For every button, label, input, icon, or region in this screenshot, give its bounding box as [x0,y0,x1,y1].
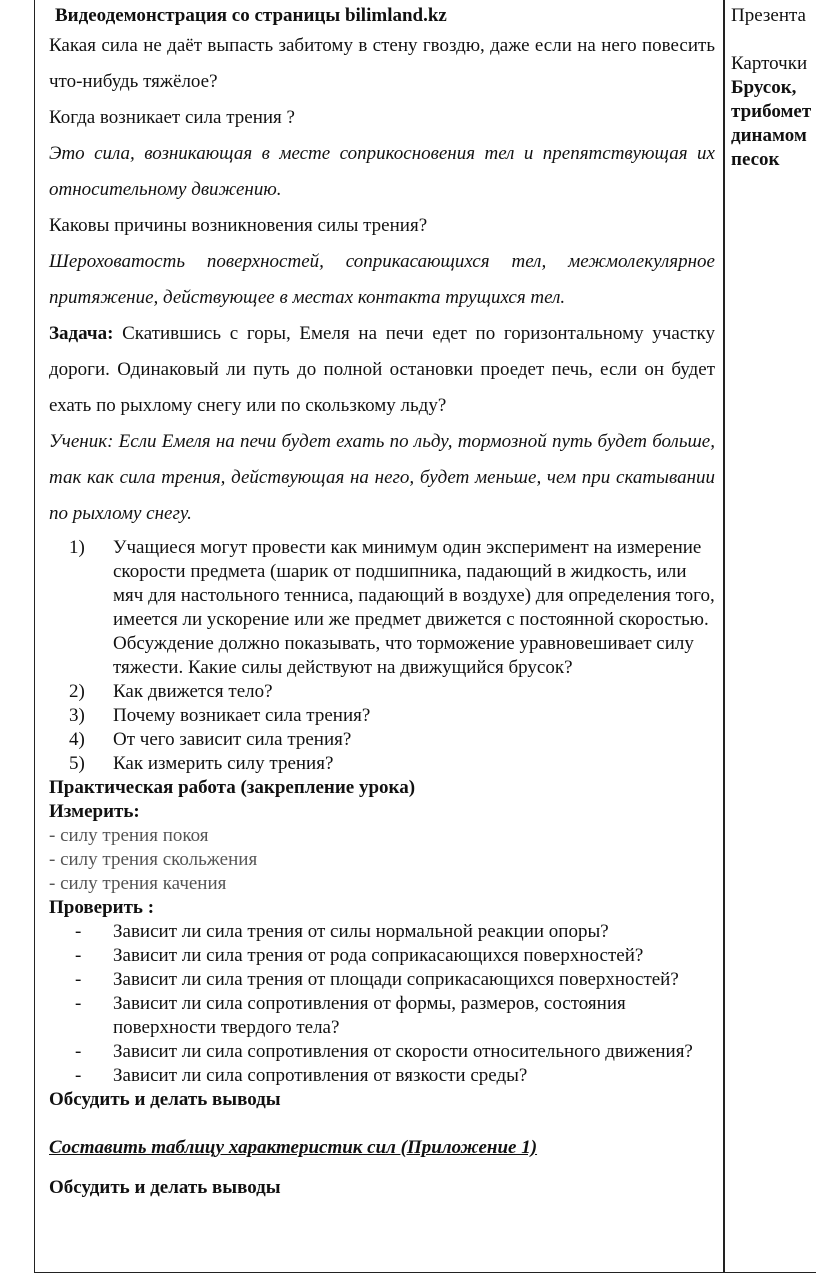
task-label: Задача: [49,323,114,344]
discuss-2: Обсудить и делать выводы [49,1177,281,1198]
check-list [49,920,715,1088]
measure-item: - силу трения качения [49,873,227,894]
task-paragraph [49,316,715,424]
measure-item: - силу трения скольжения [49,849,258,870]
measure-item: - силу трения покоя [49,825,209,846]
list-item: - Зависит ли сила сопротивления от формы, размеров, состояния поверхности твердого тела? [75,993,626,1038]
list-item: 1) Учащиеся могут провести как минимум один эксперимент на измерение скорости предмета (шарик от подшипника, падающий в жидкость, или мяч для настольного тенниса, падающий в воздухе) для определения того, имеется ли ускорение или же предмет движется с постоянной скоростью. Обсуждение должно показывать, что торможение уравновешивает силу тяжести. Какие силы действуют на движущийся брусок? [69,537,715,678]
practical-heading: Практическая работа (закрепление урока) [49,777,416,798]
header-text: Видеодемонстрация со страницы bilimland.kz [55,5,447,26]
question-2: Когда возникает сила трения ? [49,107,295,128]
list-item: - Зависит ли сила трения от площади соприкасающихся поверхностей? [75,969,679,990]
resources-column [731,0,816,172]
column-divider [723,0,725,1272]
table-task: Составить таблицу характеристик сил (Приложение 1) [49,1137,538,1158]
list-item: - Зависит ли сила трения от силы нормальной реакции опоры? [75,921,609,942]
list-item: 2) Как движется тело? [69,681,273,702]
list-item: - Зависит ли сила трения от рода соприкасающихся поверхностей? [75,945,644,966]
main-column [49,0,715,1200]
discuss-1: Обсудить и делать выводы [49,1089,281,1110]
list-item: - Зависит ли сила сопротивления от скорости относительного движения? [75,1041,693,1062]
lesson-table [34,0,816,1273]
side-item: трибомет [731,101,812,122]
side-item: Брусок, [731,77,797,98]
side-presentation: Презента [731,5,806,26]
measure-label: Измерить: [49,801,140,822]
side-item: песок [731,149,780,170]
list-item: 4) От чего зависит сила трения? [69,729,352,750]
question-1: Какая сила не даёт выпасть забитому в стену гвоздю, даже если на него повесить что-нибудь тяжёлое? [49,35,715,92]
list-item: 3) Почему возникает сила трения? [69,705,371,726]
list-item: 5) Как измерить силу трения? [69,753,334,774]
side-item: динамом [731,125,807,146]
check-label: Проверить : [49,897,155,918]
student-answer: Ученик: Если Емеля на печи будет ехать по льду, тормозной путь будет больше, так как сила трения, действующая на него, будет меньше, чем при скатывании по рыхлому снегу. [49,431,715,524]
task-text: Скатившись с горы, Емеля на печи едет по горизонтальному участку дороги. Одинаковый ли путь до полной остановки проедет печь, если он будет ехать по рыхлому снегу или по скользкому льду? [49,323,715,416]
list-item: - Зависит ли сила сопротивления от вязкости среды? [75,1065,528,1086]
side-cards: Карточки [731,53,808,74]
answer-2: Это сила, возникающая в месте соприкосновения тел и препятствующая их относительному движению. [49,143,715,200]
questions-list [49,536,715,776]
question-3: Каковы причины возникновения силы трения? [49,215,428,236]
answer-3: Шероховатость поверхностей, соприкасающихся тел, межмолекулярное притяжение, действующее в местах контакта трущихся тел. [49,251,715,308]
